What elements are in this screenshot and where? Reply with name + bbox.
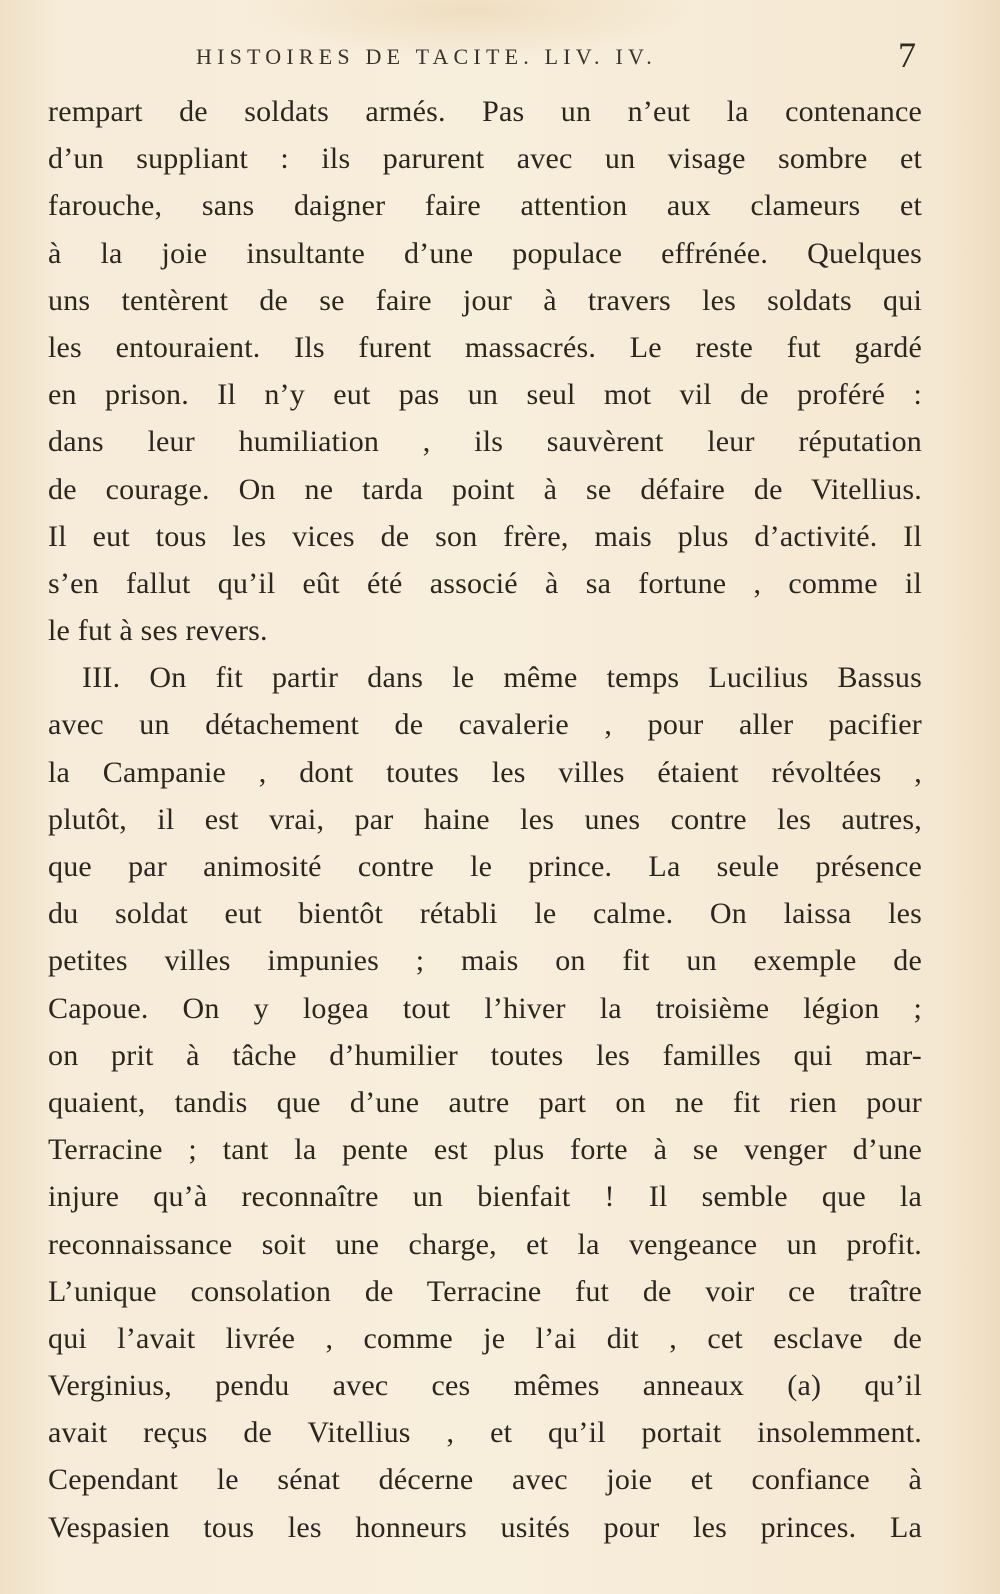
text-line: Capoue. On y logea tout l’hiver la troisième légion ;: [48, 991, 922, 1025]
text-line: d’un suppliant : ils parurent avec un visage sombre et: [48, 142, 922, 176]
text-line: dans leur humiliation , ils sauvèrent leur réputation: [48, 425, 922, 459]
text-line: L’unique consolation de Terracine fut de voir ce traître: [48, 1274, 922, 1308]
text-line: s’en fallut qu’il eût été associé à sa fortune , comme il: [48, 566, 922, 600]
text-line: avait reçus de Vitellius , et qu’il portait insolemment.: [48, 1416, 922, 1450]
text-line: en prison. Il n’y eut pas un seul mot vil de proféré :: [48, 378, 922, 412]
text-line: que par animosité contre le prince. La seule présence: [48, 850, 922, 883]
text-line: à la joie insultante d’une populace effrénée. Quelques: [48, 236, 922, 270]
text-line: la Campanie , dont toutes les villes étaient révoltées ,: [48, 755, 922, 789]
text-line: farouche, sans daigner faire attention aux clameurs et: [48, 189, 922, 223]
text-line: injure qu’à reconnaître un bienfait ! Il semble que la: [48, 1180, 922, 1214]
text-line: on prit à tâche d’humilier toutes les familles qui mar-: [48, 1038, 922, 1072]
text-line: Vespasien tous les honneurs usités pour les princes. La: [48, 1510, 922, 1544]
text-line: uns tentèrent de se faire jour à travers les soldats qui: [48, 283, 922, 317]
text-line: Verginius, pendu avec ces mêmes anneaux (a) qu’il: [48, 1369, 922, 1403]
text-line: le fut à ses revers.: [48, 614, 268, 648]
text-line: avec un détachement de cavalerie , pour aller pacifier: [48, 708, 922, 742]
text-line: plutôt, il est vrai, par haine les unes contre les autres,: [48, 802, 922, 836]
text-line: petites villes impunies ; mais on fit un exemple de: [48, 944, 922, 978]
text-line: Il eut tous les vices de son frère, mais plus d’activité. Il: [48, 519, 922, 553]
text-line: reconnaissance soit une charge, et la vengeance un profit.: [48, 1227, 922, 1261]
text-line: Terracine ; tant la pente est plus forte à se venger d’une: [48, 1133, 922, 1167]
text-line: de courage. On ne tarda point à se défaire de Vitellius.: [48, 472, 922, 506]
text-line: rempart de soldats armés. Pas un n’eut la contenance: [48, 95, 922, 128]
text-line: les entouraient. Ils furent massacrés. Le reste fut gardé: [48, 330, 922, 364]
text-line: quaient, tandis que d’une autre part on ne fit rien pour: [48, 1085, 922, 1119]
text-line: qui l’avait livrée , comme je l’ai dit , cet esclave de: [48, 1321, 922, 1355]
text-line: Cependant le sénat décerne avec joie et confiance à: [48, 1463, 922, 1497]
text-line: du soldat eut bientôt rétabli le calme. On laissa les: [48, 897, 922, 931]
page-number: 7: [898, 35, 916, 75]
body-text: [48, 88, 922, 1551]
running-head: HISTOIRES DE TACITE. LIV. IV.: [196, 44, 657, 69]
section-heading-line: III. On fit partir dans le même temps Lucilius Bassus: [82, 661, 922, 695]
